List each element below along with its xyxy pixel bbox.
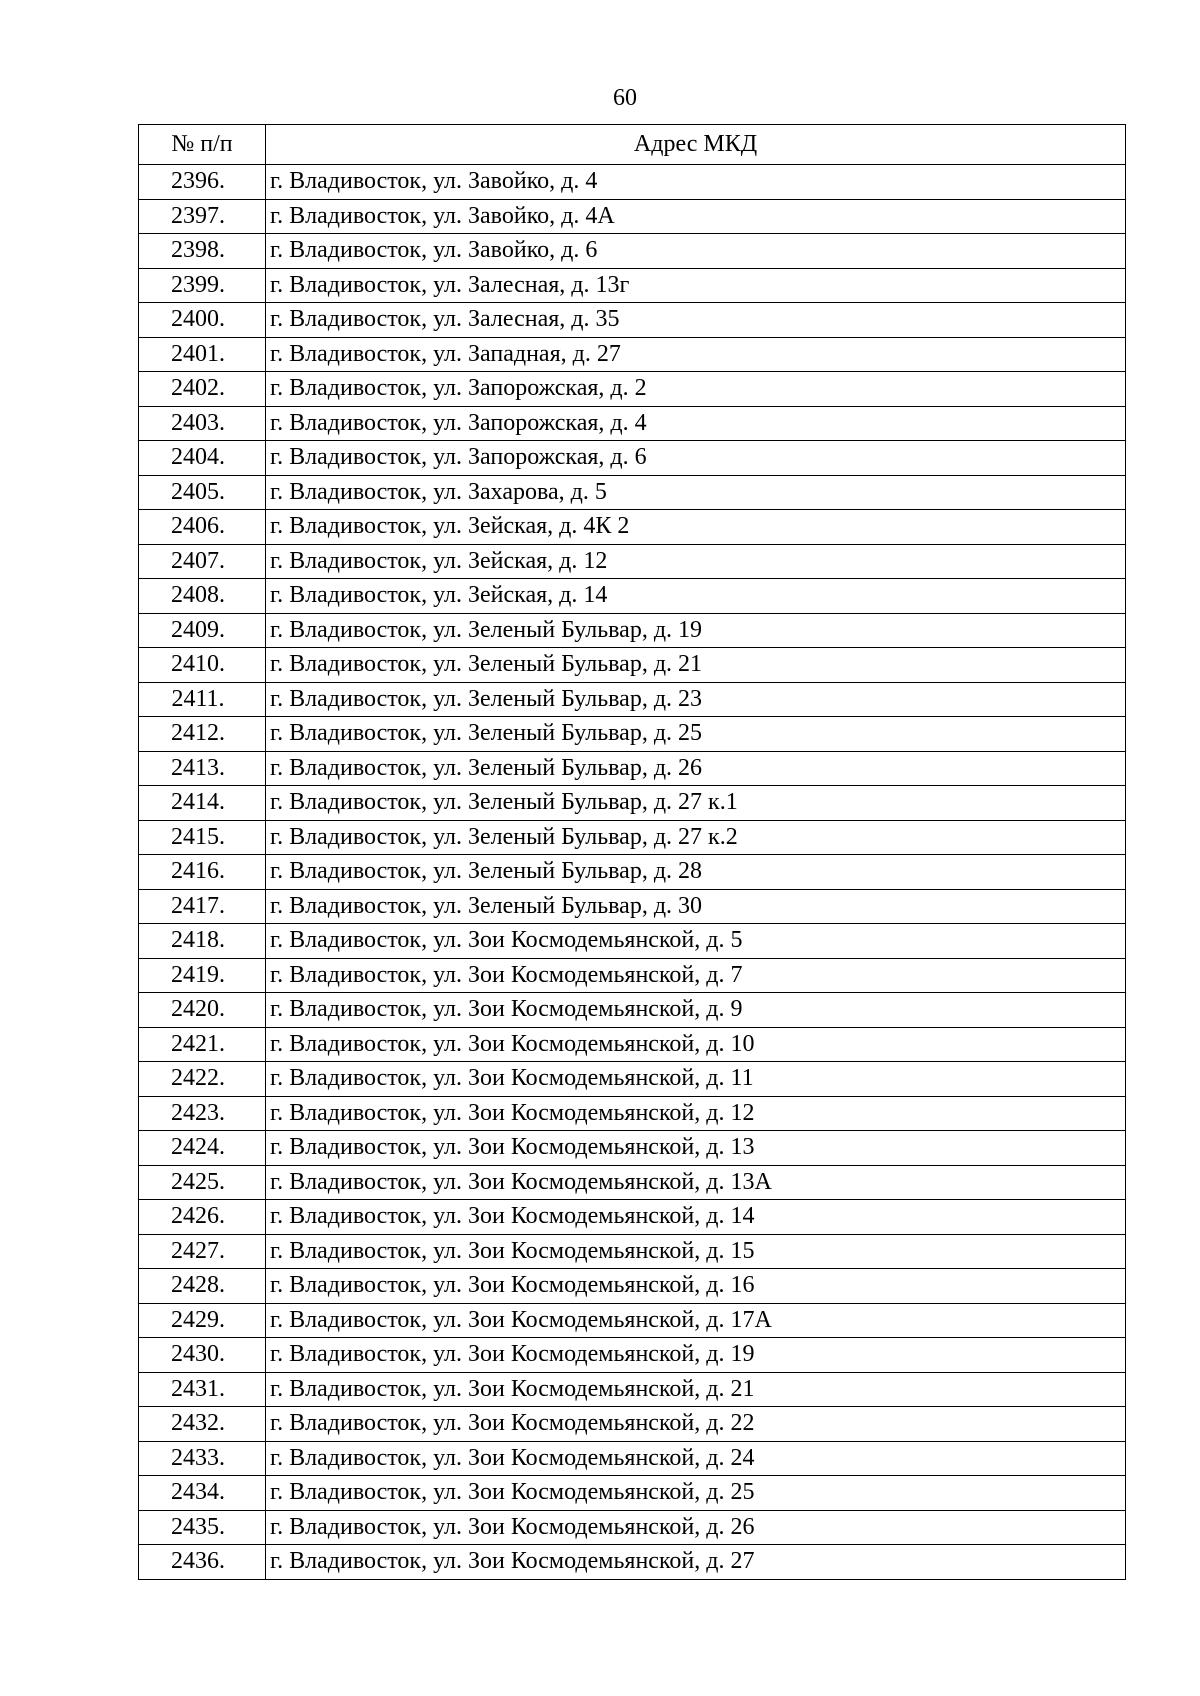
address-cell: г. Владивосток, ул. Зои Космодемьянской, д. 27	[266, 1545, 1126, 1580]
address-cell: г. Владивосток, ул. Захарова, д. 5	[266, 475, 1126, 510]
table-row	[139, 268, 1126, 303]
address-cell: г. Владивосток, ул. Зои Космодемьянской, д. 22	[266, 1407, 1126, 1442]
address-cell: г. Владивосток, ул. Зои Космодемьянской, д. 5	[266, 924, 1126, 959]
address-cell: г. Владивосток, ул. Зеленый Бульвар, д. 30	[266, 889, 1126, 924]
table-row	[139, 613, 1126, 648]
table-row	[139, 717, 1126, 752]
address-cell: г. Владивосток, ул. Зои Космодемьянской, д. 21	[266, 1372, 1126, 1407]
row-number-cell: 2407.	[139, 544, 266, 579]
row-number-cell: 2416.	[139, 855, 266, 890]
row-number-cell: 2402.	[139, 372, 266, 407]
table-row	[139, 303, 1126, 338]
table-row	[139, 1441, 1126, 1476]
address-table	[138, 124, 1126, 1580]
table-row	[139, 1303, 1126, 1338]
address-cell: г. Владивосток, ул. Зои Космодемьянской, д. 11	[266, 1062, 1126, 1097]
address-cell: г. Владивосток, ул. Зои Космодемьянской, д. 17А	[266, 1303, 1126, 1338]
row-number-cell: 2428.	[139, 1269, 266, 1304]
row-number-cell: 2425.	[139, 1165, 266, 1200]
row-number-cell: 2423.	[139, 1096, 266, 1131]
table-row	[139, 165, 1126, 200]
row-number-cell: 2434.	[139, 1476, 266, 1511]
address-cell: г. Владивосток, ул. Зейская, д. 4К 2	[266, 510, 1126, 545]
table-row	[139, 1062, 1126, 1097]
row-number-cell: 2413.	[139, 751, 266, 786]
table-row	[139, 579, 1126, 614]
row-number-cell: 2420.	[139, 993, 266, 1028]
row-number-cell: 2433.	[139, 1441, 266, 1476]
table-row	[139, 441, 1126, 476]
table-row	[139, 1131, 1126, 1166]
row-number-cell: 2419.	[139, 958, 266, 993]
address-cell: г. Владивосток, ул. Завойко, д. 6	[266, 234, 1126, 269]
row-number-cell: 2400.	[139, 303, 266, 338]
row-number-cell: 2409.	[139, 613, 266, 648]
address-cell: г. Владивосток, ул. Зои Космодемьянской, д. 12	[266, 1096, 1126, 1131]
address-cell: г. Владивосток, ул. Зеленый Бульвар, д. 23	[266, 682, 1126, 717]
address-cell: г. Владивосток, ул. Зейская, д. 12	[266, 544, 1126, 579]
address-cell: г. Владивосток, ул. Западная, д. 27	[266, 337, 1126, 372]
header-row	[139, 125, 1126, 165]
table-row	[139, 1165, 1126, 1200]
table-row	[139, 1338, 1126, 1373]
address-cell: г. Владивосток, ул. Зеленый Бульвар, д. 25	[266, 717, 1126, 752]
address-cell: г. Владивосток, ул. Залесная, д. 13г	[266, 268, 1126, 303]
address-cell: г. Владивосток, ул. Зеленый Бульвар, д. 27 к.2	[266, 820, 1126, 855]
address-cell: г. Владивосток, ул. Зеленый Бульвар, д. 21	[266, 648, 1126, 683]
row-number-cell: 2401.	[139, 337, 266, 372]
table-row	[139, 475, 1126, 510]
address-cell: г. Владивосток, ул. Зои Космодемьянской, д. 24	[266, 1441, 1126, 1476]
address-cell: г. Владивосток, ул. Зои Космодемьянской, д. 15	[266, 1234, 1126, 1269]
table-row	[139, 1372, 1126, 1407]
address-cell: г. Владивосток, ул. Запорожская, д. 4	[266, 406, 1126, 441]
address-cell: г. Владивосток, ул. Зеленый Бульвар, д. 19	[266, 613, 1126, 648]
table-row	[139, 1234, 1126, 1269]
row-number-cell: 2417.	[139, 889, 266, 924]
address-cell: г. Владивосток, ул. Зейская, д. 14	[266, 579, 1126, 614]
row-number-cell: 2432.	[139, 1407, 266, 1442]
row-number-cell: 2410.	[139, 648, 266, 683]
table-row	[139, 1476, 1126, 1511]
row-number-cell: 2430.	[139, 1338, 266, 1373]
row-number-cell: 2396.	[139, 165, 266, 200]
address-cell: г. Владивосток, ул. Зои Космодемьянской, д. 9	[266, 993, 1126, 1028]
row-number-cell: 2436.	[139, 1545, 266, 1580]
row-number-cell: 2411.	[139, 682, 266, 717]
table-row	[139, 786, 1126, 821]
row-number-cell: 2408.	[139, 579, 266, 614]
row-number-cell: 2421.	[139, 1027, 266, 1062]
table-row	[139, 682, 1126, 717]
row-number-cell: 2406.	[139, 510, 266, 545]
address-cell: г. Владивосток, ул. Зои Космодемьянской, д. 13	[266, 1131, 1126, 1166]
address-cell: г. Владивосток, ул. Залесная, д. 35	[266, 303, 1126, 338]
column-header-number: № п/п	[139, 125, 266, 165]
table-row	[139, 889, 1126, 924]
address-cell: г. Владивосток, ул. Зои Космодемьянской, д. 10	[266, 1027, 1126, 1062]
table-row	[139, 199, 1126, 234]
table-row	[139, 958, 1126, 993]
row-number-cell: 2414.	[139, 786, 266, 821]
row-number-cell: 2398.	[139, 234, 266, 269]
table-header	[139, 125, 1126, 165]
table-row	[139, 1545, 1126, 1580]
address-cell: г. Владивосток, ул. Запорожская, д. 2	[266, 372, 1126, 407]
table-row	[139, 1096, 1126, 1131]
table-row	[139, 1510, 1126, 1545]
row-number-cell: 2404.	[139, 441, 266, 476]
row-number-cell: 2435.	[139, 1510, 266, 1545]
page-number: 60	[613, 85, 637, 111]
row-number-cell: 2431.	[139, 1372, 266, 1407]
table-row	[139, 510, 1126, 545]
address-cell: г. Владивосток, ул. Завойко, д. 4А	[266, 199, 1126, 234]
table-row	[139, 820, 1126, 855]
table-row	[139, 337, 1126, 372]
table-row	[139, 406, 1126, 441]
row-number-cell: 2415.	[139, 820, 266, 855]
row-number-cell: 2403.	[139, 406, 266, 441]
table-row	[139, 372, 1126, 407]
table-row	[139, 1269, 1126, 1304]
table-row	[139, 1027, 1126, 1062]
row-number-cell: 2424.	[139, 1131, 266, 1166]
table-row	[139, 1200, 1126, 1235]
address-cell: г. Владивосток, ул. Завойко, д. 4	[266, 165, 1126, 200]
table-row	[139, 855, 1126, 890]
address-cell: г. Владивосток, ул. Зои Космодемьянской, д. 7	[266, 958, 1126, 993]
table-row	[139, 751, 1126, 786]
table-row	[139, 544, 1126, 579]
table-row	[139, 234, 1126, 269]
row-number-cell: 2422.	[139, 1062, 266, 1097]
table-row	[139, 1407, 1126, 1442]
address-cell: г. Владивосток, ул. Зои Космодемьянской, д. 19	[266, 1338, 1126, 1373]
address-cell: г. Владивосток, ул. Зеленый Бульвар, д. 28	[266, 855, 1126, 890]
address-cell: г. Владивосток, ул. Зеленый Бульвар, д. 26	[266, 751, 1126, 786]
row-number-cell: 2429.	[139, 1303, 266, 1338]
address-cell: г. Владивосток, ул. Зои Космодемьянской, д. 16	[266, 1269, 1126, 1304]
row-number-cell: 2397.	[139, 199, 266, 234]
address-cell: г. Владивосток, ул. Зои Космодемьянской, д. 26	[266, 1510, 1126, 1545]
row-number-cell: 2412.	[139, 717, 266, 752]
address-cell: г. Владивосток, ул. Зои Космодемьянской, д. 13А	[266, 1165, 1126, 1200]
row-number-cell: 2399.	[139, 268, 266, 303]
address-cell: г. Владивосток, ул. Зои Космодемьянской, д. 25	[266, 1476, 1126, 1511]
address-cell: г. Владивосток, ул. Зеленый Бульвар, д. 27 к.1	[266, 786, 1126, 821]
column-header-address: Адрес МКД	[266, 125, 1126, 165]
address-cell: г. Владивосток, ул. Запорожская, д. 6	[266, 441, 1126, 476]
table-row	[139, 993, 1126, 1028]
row-number-cell: 2426.	[139, 1200, 266, 1235]
row-number-cell: 2427.	[139, 1234, 266, 1269]
address-cell: г. Владивосток, ул. Зои Космодемьянской, д. 14	[266, 1200, 1126, 1235]
table-body	[139, 165, 1126, 1580]
table-row	[139, 648, 1126, 683]
table-row	[139, 924, 1126, 959]
row-number-cell: 2418.	[139, 924, 266, 959]
row-number-cell: 2405.	[139, 475, 266, 510]
